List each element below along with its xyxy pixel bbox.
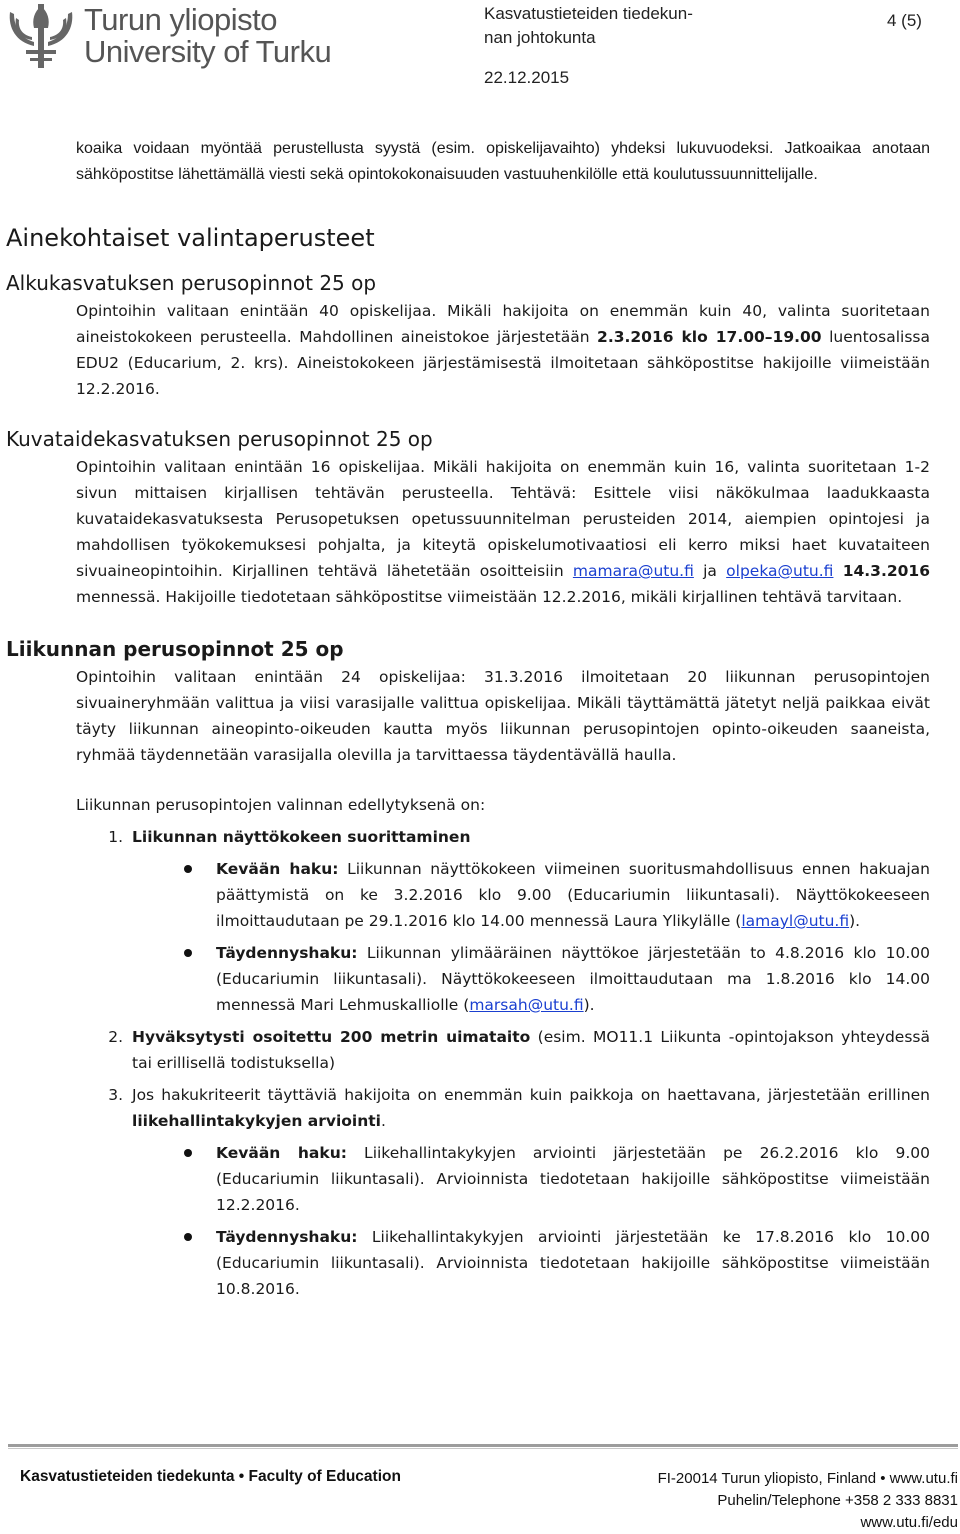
footer-faculty: Kasvatustieteiden tiedekunta • Faculty of Education: [20, 1468, 401, 1485]
requirement-2-title: Hyväksytysti osoitettu 200 metrin uimataito: [132, 1028, 531, 1046]
header-date: 22.12.2015: [484, 68, 570, 87]
page-number: 4 (5): [887, 11, 922, 30]
email-link-lamayl[interactable]: lamayl@utu.fi: [741, 912, 850, 930]
bullet-text: Liikunnan ylimääräinen näyttökoe järjestetään to 4.8.2016 klo 10.00 (Educariumin liikuntasali). Näyttökokeeseen ilmoittaudutaan ma 1.8.2016 klo 14.00 mennessä Mari Lehmuskalliolle (: [216, 944, 930, 1014]
bullet-text: Liikunnan näyttökokeen viimeinen suoritusmahdollisuus ennen hakuajan päättymistä on ke 3.2.2016 klo 9.00 (Educariumin liikuntasali). Näyttökokeeseen ilmoittaudutaan pe 29.1.2016 klo 14.00 mennessä Laura Ylikylälle (: [216, 860, 930, 930]
document-body: [6, 136, 930, 1308]
footer-address: FI-20014 Turun yliopisto, Finland • www.utu.fi: [657, 1470, 958, 1487]
university-logo: [4, 2, 332, 70]
kuvataide-deadline: 14.3.2016: [842, 562, 930, 580]
requirement-item-2: [128, 1024, 930, 1076]
email-link-olpeka[interactable]: olpeka@utu.fi: [726, 562, 834, 580]
kuvataide-paragraph: [76, 454, 930, 610]
email-link-mamara[interactable]: mamara@utu.fi: [572, 562, 694, 580]
email-link-marsah[interactable]: marsah@utu.fi: [469, 996, 584, 1014]
university-name-fi: Turun yliopisto: [84, 2, 277, 37]
bullet-spring-test: [216, 856, 930, 934]
kuvataide-text-end: mennessä. Hakijoille tiedotetaan sähköpostitse viimeistään 12.2.2016, mikäli kirjallinen tehtävä tarvitaan.: [76, 588, 903, 606]
bullet-supplementary-assessment: [216, 1224, 930, 1302]
alkukasvatus-paragraph: [76, 298, 930, 402]
header-department-line1: Kasvatustieteiden tiedekun-: [484, 4, 693, 23]
section-title-kuvataide: Kuvataidekasvatuksen perusopinnot 25 op: [6, 427, 433, 451]
bullet-text: Liikehallintakykyjen arviointi järjestetään ke 17.8.2016 klo 10.00 (Educariumin liikuntasali). Arvioinnista tiedotetaan hakijoille sähköpostitse viimeistään 10.8.2016.: [216, 1228, 930, 1298]
bullet-text-end: ).: [849, 912, 861, 930]
liikunta-paragraph: Opintoihin valitaan enintään 24 opiskelijaa: 31.3.2016 ilmoitetaan 20 liikunnan perusopintojen sivuaineryhmään valittua ja viisi varasijalle valittua opiskelijaa. Mikäli täyttämättä jätetyt neljä paikkaa eivät täyty liikunnan aineopinto-oikeuden kautta myös liikunnan perusopintojen opinto-oikeuden saaneista, ryhmää täydennetään varasijalla olevilla ja tarvittaessa täydentävällä haulla.: [76, 668, 930, 764]
bullet-label: Täydennyshaku:: [216, 1228, 358, 1246]
section-title-alkukasvatus: Alkukasvatuksen perusopinnot 25 op: [6, 271, 377, 295]
bullet-label: Kevään haku:: [216, 860, 339, 878]
alkukasvatus-text-end: luentosalissa EDU2 (Educarium, 2. krs). Aineistokokeen järjestämisestä ilmoitetaan sähköpostitse hakijoille viimeistään 12.2.2016.: [76, 328, 930, 398]
liikunta-requirements-intro: Liikunnan perusopintojen valinnan edellytyksenä on:: [76, 796, 486, 814]
section-title-liikunta: Liikunnan perusopinnot 25 op: [6, 637, 344, 661]
bullet-label: Täydennyshaku:: [216, 944, 358, 962]
requirement-3-end: .: [381, 1112, 386, 1130]
header-department: [484, 2, 754, 50]
requirement-3-bold: liikehallintakykyjen arviointi: [132, 1112, 381, 1130]
torch-emblem-icon: [4, 2, 78, 70]
alkukasvatus-exam-time: 2.3.2016 klo 17.00–19.00: [597, 328, 822, 346]
requirement-3-text: Jos hakukriteerit täyttäviä hakijoita on enemmän kuin paikkoja on haettavana, järjestetään erillinen: [132, 1086, 930, 1104]
footer-divider: [8, 1444, 958, 1447]
requirement-item-3: [128, 1082, 930, 1302]
requirements-list: [76, 824, 930, 1302]
kuvataide-text: Opintoihin valitaan enintään 16 opiskelijaa. Mikäli hakijoita on enemmän kuin 16, valinta suoritetaan 1-2 sivun mittaisen kirjallisen tehtävän perusteella. Tehtävä: Esittele viisi näkökulmaa laadukkaasta kuvataidekasvatuksesta Perusopetuksen opetussuunnitelman perusteiden 2014, aiempien opintojesi ja mahdollisen työkokemuksesi pohjalta, ja kiteytä opiskelumotivaatiosi eli kerro miksi haet kuvataiteen sivuaineopintoihin. Kirjallinen tehtävä lähetetään osoitteisiin: [76, 458, 930, 580]
intro-paragraph: koaika voidaan myöntää perustellusta syystä (esim. opiskelijavaihto) yhdeksi lukuvuodeksi. Jatkoaikaa anotaan sähköpostitse lähettämällä viesti sekä opintokokonaisuuden vastuuhenkilölle että koulutussuunnittelijalle.: [76, 140, 930, 183]
bullet-spring-assessment: [216, 1140, 930, 1218]
header-department-line2: nan johtokunta: [484, 28, 596, 47]
requirement-3-bullets: [132, 1140, 930, 1302]
main-heading: Ainekohtaiset valintaperusteet: [6, 224, 375, 252]
bullet-label: Kevään haku:: [216, 1144, 347, 1162]
university-name-en: University of Turku: [84, 34, 332, 69]
bullet-supplementary-test: [216, 940, 930, 1018]
page-header: [0, 0, 960, 100]
requirement-2-text: (esim. MO11.1 Liikunta -opintojakson yhteydessä tai erillisellä todistuksella): [132, 1028, 930, 1072]
kuvataide-and: ja: [693, 562, 727, 580]
bullet-text: Liikehallintakykyjen arviointi järjestetään pe 26.2.2016 klo 9.00 (Educariumin liikuntasali). Arvioinnista tiedotetaan hakijoille sähköpostitse viimeistään 12.2.2016.: [216, 1144, 930, 1214]
requirement-item-1: [128, 824, 930, 1018]
footer-phone: Puhelin/Telephone +358 2 333 8831: [717, 1492, 958, 1509]
footer-contact: [658, 1468, 958, 1534]
requirement-1-title: Liikunnan näyttökokeen suorittaminen: [132, 828, 471, 846]
alkukasvatus-text: Opintoihin valitaan enintään 40 opiskelijaa. Mikäli hakijoita on enemmän kuin 40, valinta suoritetaan aineistokokeen perusteella. Mahdollinen aineistokoe järjestetään: [76, 302, 930, 346]
bullet-text-end: ).: [583, 996, 595, 1014]
requirement-1-bullets: [132, 856, 930, 1018]
footer-website: www.utu.fi/edu: [860, 1514, 958, 1531]
